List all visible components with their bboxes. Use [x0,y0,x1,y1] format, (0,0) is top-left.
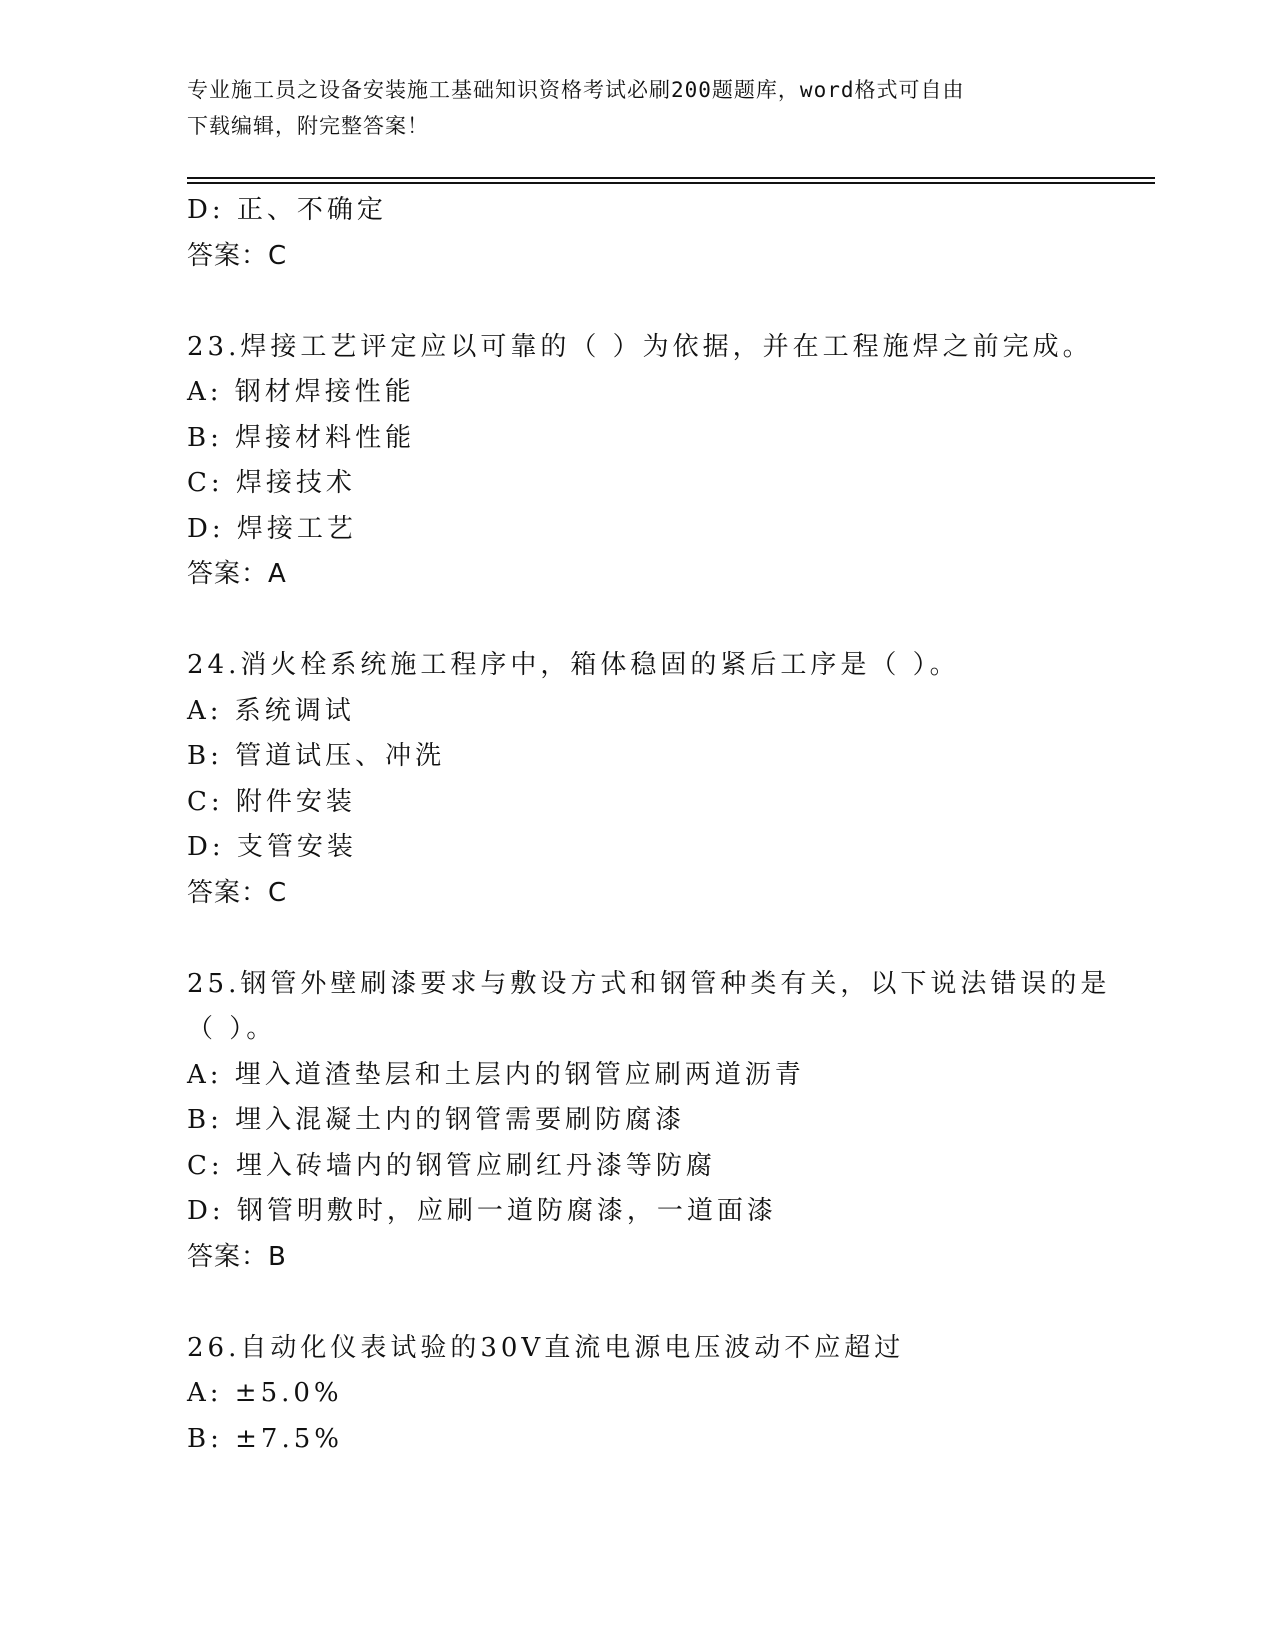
spacer [187,598,1107,644]
question-stem: 26.自动化仪表试验的30V直流电源电压波动不应超过 [187,1332,905,1363]
option-c: C: 附件安装 [187,786,356,817]
option-b: B: 管道试压、冲洗 [187,741,446,771]
header-line-1: 专业施工员之设备安装施工基础知识资格考试必刷200题题库，word格式可自由 [187,78,965,102]
option-d: D: 焊接工艺 [187,513,357,544]
option-b: B: 焊接材料性能 [187,422,416,453]
document-header [187,72,1087,144]
previous-option-d: D: 正、不确定 [187,195,387,225]
option-a: A: 埋入道渣垫层和土层内的钢管应刷两道沥青 [187,1059,805,1090]
answer: 答案：A [187,559,287,589]
option-c: C: 埋入砖墙内的钢管应刷红丹漆等防腐 [187,1150,716,1181]
spacer [187,1280,1107,1326]
option-a: A: 钢材焊接性能 [187,377,415,407]
question-stem-continued: （ ）。 [187,1014,277,1044]
option-b: B: 埋入混凝土内的钢管需要刷防腐漆 [187,1105,686,1135]
option-c: C: 焊接技术 [187,468,356,498]
spacer [187,279,1107,325]
header-divider-bottom [187,182,1155,184]
option-d: D: 钢管明敷时，应刷一道防腐漆，一道面漆 [187,1196,777,1226]
header-divider-top [187,177,1155,179]
previous-answer: 答案：C [187,240,288,271]
question-26 [187,1326,1107,1463]
option-a: A: 系统调试 [187,695,355,726]
option-d: D: 支管安装 [187,832,357,862]
answer: 答案：B [187,1241,287,1272]
question-stem: 23.焊接工艺评定应以可靠的（ ）为依据，并在工程施焊之前完成。 [187,331,1093,362]
question-24 [187,643,1107,916]
question-list [187,188,1111,1462]
option-a: A: ±5.0% [187,1378,343,1408]
option-b: B: ±7.5% [187,1423,343,1454]
question-25 [187,962,1111,1281]
question-23 [187,325,1107,598]
question-stem: 25.钢管外壁刷漆要求与敷设方式和钢管种类有关，以下说法错误的是 [187,968,1111,999]
spacer [187,916,1107,962]
answer: 答案：C [187,877,288,908]
header-line-2: 下载编辑，附完整答案！ [187,114,429,138]
question-stem: 24.消火栓系统施工程序中，箱体稳固的紧后工序是（ ）。 [187,650,960,680]
